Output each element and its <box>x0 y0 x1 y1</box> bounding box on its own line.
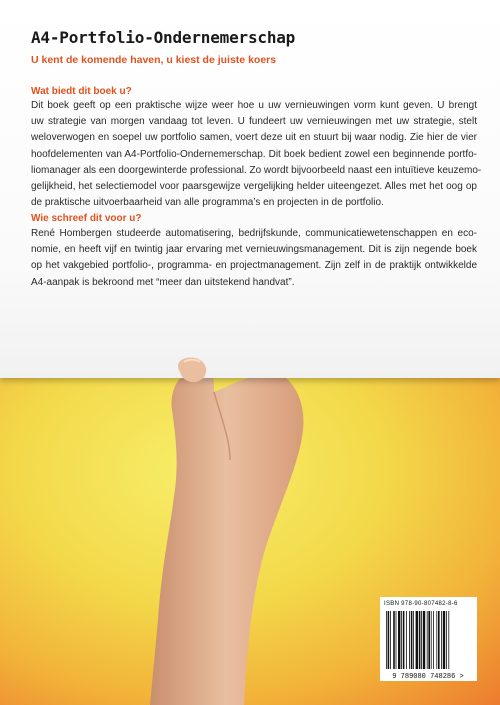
section1-line: weloverwogen en soepel uw portfolio samen, voert deze uit en stuurt bij waar nodig. Zie hier de vier <box>31 132 477 144</box>
barcode-bar <box>390 611 391 669</box>
section1-line: Dit boek geeft op een praktische wijze weer hoe u uw vernieuwingen vorm kunt geven. U brengt <box>31 100 477 111</box>
barcode-bar <box>409 611 410 669</box>
barcode-bar <box>428 611 430 669</box>
section1-line: de praktische uitvoerbaarheid van alle programma’s en projecten in de portfolio. <box>31 197 384 209</box>
barcode-bar <box>403 611 405 669</box>
barcode-bar <box>396 611 397 669</box>
barcode-bar <box>386 611 387 669</box>
section2-heading: Wie schreef dit voor u? <box>31 213 142 224</box>
barcode-bar <box>388 611 390 669</box>
barcode-bar <box>443 611 445 669</box>
barcode-bar <box>446 611 447 669</box>
section1-line: gelijkheid, het selectiemodel voor paarsgewijze vergelijking helder uiteengezet. Alles met het oog op <box>31 181 477 193</box>
barcode-bar <box>427 611 428 669</box>
barcode-bar <box>421 611 422 669</box>
section2-line: op het vakgebied portfolio-, programma- en projectmanagement. Zijn zelf in de praktijk ontwikkelde <box>31 260 477 272</box>
barcode-bar <box>423 611 425 669</box>
isbn-label: ISBN 978-90-807482-8-6 <box>384 601 458 607</box>
barcode-bar <box>416 611 418 669</box>
section1-body <box>31 98 482 211</box>
barcode-bar <box>401 611 402 669</box>
barcode-bar <box>393 611 395 669</box>
barcode-bar <box>436 611 437 669</box>
barcode-bar <box>431 611 432 669</box>
barcode-bar <box>411 611 413 669</box>
section2-line: nomie, en heeft vijf en twintig jaar ervaring met vernieuwingsmanagement. Dit is zijn negende boek <box>31 244 477 256</box>
barcode-digits: 9 789080 748286 > <box>392 673 464 681</box>
barcode-graphic <box>380 609 477 681</box>
barcode-bar <box>413 611 414 669</box>
section1-line: liomanager als een doorgewinterde professional. Zo wordt bijvoorbeeld naast een intuïtieve keuzemo- <box>31 164 482 176</box>
section2-body <box>31 226 477 291</box>
barcode-bar <box>441 611 442 669</box>
section2-line: A4-aanpak is bekroond met “meer dan uitstekend handvat”. <box>31 276 295 288</box>
section2-line: René Hombergen studeerde automatisering, bedrijfskunde, communicatiewetenschappen en eco- <box>31 228 477 239</box>
barcode-bar <box>433 611 434 669</box>
barcode-bar <box>438 611 440 669</box>
book-subtitle: U kent de komende haven, u kiest de juiste koers <box>31 54 277 66</box>
section1-line: hoofdelementen van A4-Portfolio-Ondernemerschap. Dit boek bedient zowel een beginnende portfo- <box>31 148 477 160</box>
barcode-bar <box>448 611 449 669</box>
section1-heading: Wat biedt dit boek u? <box>31 86 132 97</box>
book-title: A4-Portfolio-Ondernemerschap <box>31 28 296 47</box>
barcode-bar <box>419 611 421 669</box>
section1-line: uw strategie van morgen vandaag tot leven. U fundeert uw vernieuwingen met uw strategie, stelt <box>31 116 477 128</box>
barcode-bar <box>406 611 407 669</box>
barcode-bar <box>398 611 400 669</box>
barcode-panel <box>380 597 477 681</box>
